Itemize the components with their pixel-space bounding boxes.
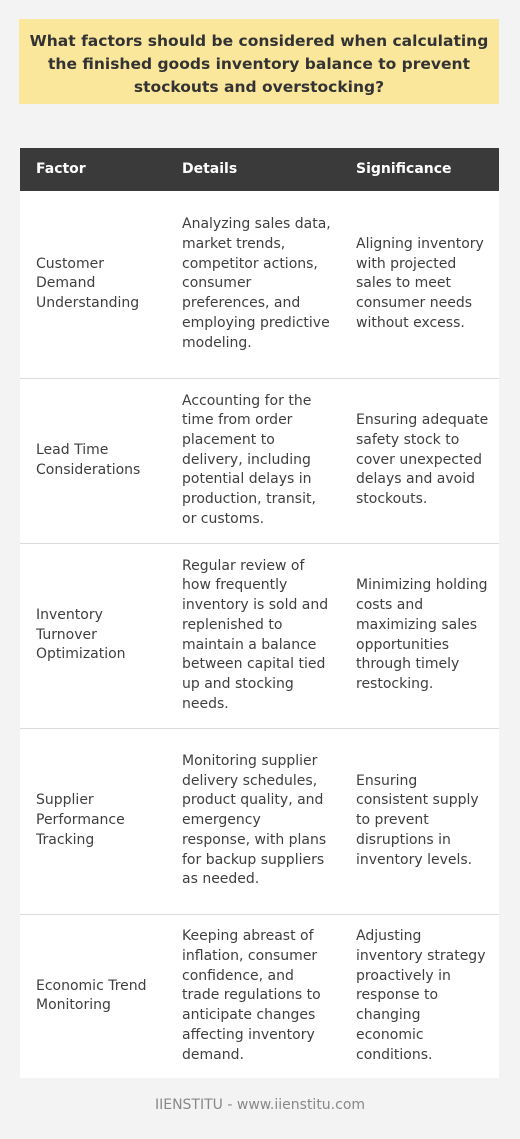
cell-details: Monitoring supplier delivery schedules, product quality, and emergency response, with plans for backup suppliers as needed. bbox=[166, 728, 340, 914]
cell-significance: Minimizing holding costs and maximizing sales opportunities through timely restocking. bbox=[340, 543, 499, 728]
cell-significance: Ensuring consistent supply to prevent disruptions in inventory levels. bbox=[340, 728, 499, 914]
cell-significance: Adjusting inventory strategy proactively in response to changing economic conditions. bbox=[340, 914, 499, 1078]
page-title-box bbox=[19, 19, 499, 104]
cell-factor: Lead Time Considerations bbox=[20, 378, 166, 543]
cell-factor: Inventory Turnover Optimization bbox=[20, 543, 166, 728]
header-factor: Factor bbox=[20, 148, 166, 191]
cell-significance: Ensuring adequate safety stock to cover unexpected delays and avoid stockouts. bbox=[340, 378, 499, 543]
cell-details: Analyzing sales data, market trends, competitor actions, consumer preferences, and employing predictive modeling. bbox=[166, 191, 340, 378]
cell-factor: Supplier Performance Tracking bbox=[20, 728, 166, 914]
page-title: What factors should be considered when calculating the finished goods inventory balance to prevent stockouts and overstocking? bbox=[29, 32, 489, 96]
table-row bbox=[20, 728, 499, 914]
cell-details: Accounting for the time from order placement to delivery, including potential delays in production, transit, or customs. bbox=[166, 378, 340, 543]
table-row bbox=[20, 543, 499, 728]
cell-details: Keeping abreast of inflation, consumer confidence, and trade regulations to anticipate changes affecting inventory demand. bbox=[166, 914, 340, 1078]
table-header-row bbox=[20, 148, 499, 191]
cell-factor: Economic Trend Monitoring bbox=[20, 914, 166, 1078]
cell-significance: Aligning inventory with projected sales to meet consumer needs without excess. bbox=[340, 191, 499, 378]
factors-table bbox=[20, 148, 499, 1078]
footer-credit: IIENSTITU - www.iienstitu.com bbox=[154, 1097, 366, 1113]
header-significance: Significance bbox=[340, 148, 499, 191]
header-details: Details bbox=[166, 148, 340, 191]
table-row bbox=[20, 191, 499, 378]
cell-details: Regular review of how frequently inventory is sold and replenished to maintain a balance between capital tied up and stocking needs. bbox=[166, 543, 340, 728]
table-row bbox=[20, 378, 499, 543]
table-row bbox=[20, 914, 499, 1078]
cell-factor: Customer Demand Understanding bbox=[20, 191, 166, 378]
